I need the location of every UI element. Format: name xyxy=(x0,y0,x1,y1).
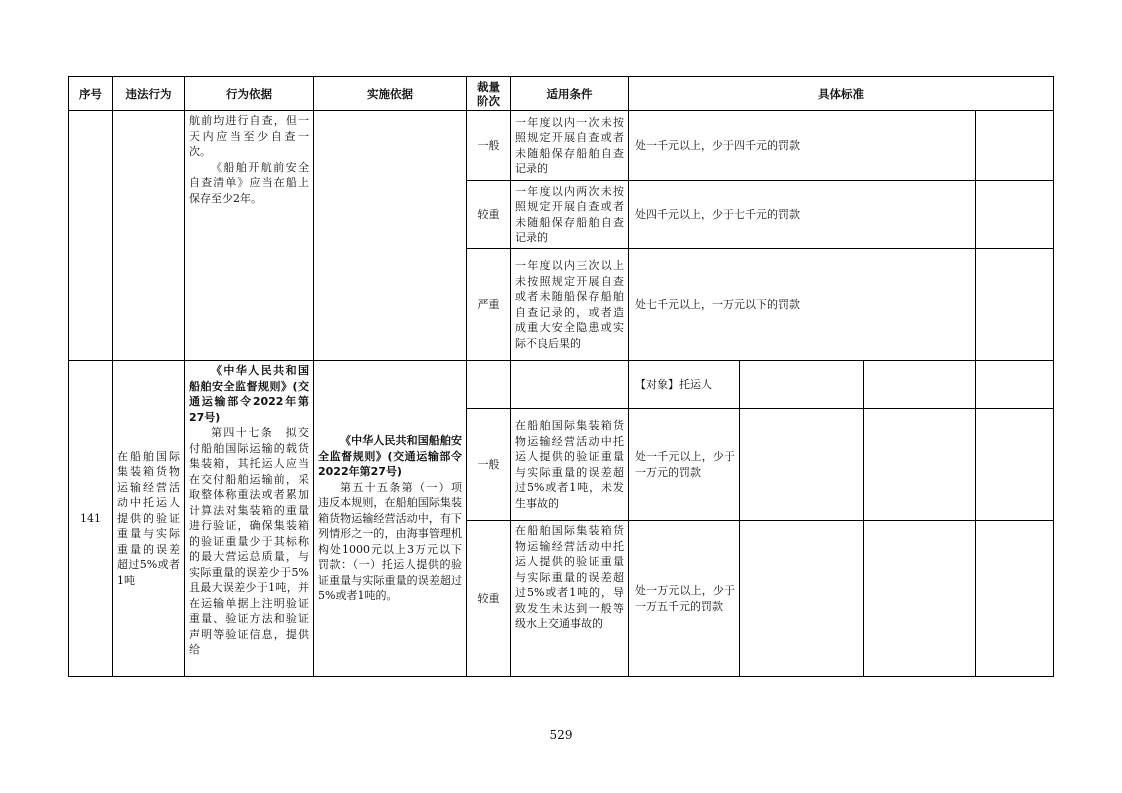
page-number: 529 xyxy=(549,728,573,742)
row141-condition-1: 在船舶国际集装箱货物运输经营活动中托运人提供的验证重量与实际重量的误差超过5%或者1吨，未发生事故的 xyxy=(511,409,629,521)
penalty-standards-table xyxy=(68,76,1054,677)
row141-condition-2: 在船舶国际集装箱货物运输经营活动中托运人提供的验证重量与实际重量的误差超过5%或者1吨的，导致发生未达到一般等级水上交通事故的 xyxy=(511,521,629,677)
row141-implementation-cell xyxy=(314,361,473,677)
header-condition: 适用条件 xyxy=(511,77,629,111)
row141-standard-2: 处一万元以上，少于一万五千元的罚款 xyxy=(629,521,740,677)
row141-level-1: 一般 xyxy=(467,409,511,521)
row141-violation: 在船舶国际集装箱货物运输经营活动中托运人提供的验证重量与实际重量的误差超过5%或者1吨 xyxy=(113,361,185,677)
row140-standard-3: 处七千元以上，一万元以下的罚款 xyxy=(629,249,976,361)
row141-impl-text: 第五十五条第（一）项 违反本规则，在船舶国际集装箱货物运输经营活动中，有下列情形之一的，由海事管理机构处1000元以上3万元以下罚款：（一）托运人提供的验证重量与实际重量的误差超过5%或者1吨的。 xyxy=(318,480,473,603)
row140-standard-2: 处四千元以上，少于七千元的罚款 xyxy=(629,181,976,249)
row141-level-2: 较重 xyxy=(467,521,511,677)
row141-basis-cell xyxy=(185,361,314,677)
row140-level-1: 一般 xyxy=(467,111,511,181)
table-row xyxy=(69,361,1054,409)
row140-condition-2: 一年度以内两次未按照规定开展自查或者未随船保存船舶自查记录的 xyxy=(511,181,629,249)
row140-level-2: 较重 xyxy=(467,181,511,249)
row140-standard-1: 处一千元以上，少于四千元的罚款 xyxy=(629,111,976,181)
row141-number: 141 xyxy=(69,361,113,677)
row140-basis-text: 航前均进行自查，但一天内应当至少自查一次。 xyxy=(189,114,309,158)
table-row xyxy=(69,111,1054,181)
header-basis: 行为依据 xyxy=(185,77,314,111)
row140-level-3: 严重 xyxy=(467,249,511,361)
header-violation: 违法行为 xyxy=(113,77,185,111)
row141-object: 【对象】托运人 xyxy=(629,361,740,409)
header-level: 裁量 阶次 xyxy=(467,77,511,111)
row141-standard-1: 处一千元以上，少于一万元的罚款 xyxy=(629,409,740,521)
header-standard: 具体标准 xyxy=(629,77,1054,111)
row140-basis-cell xyxy=(185,111,314,361)
row140-condition-3: 一年度以内三次以上未按照规定开展自查或者未随船保存船舶自查记录的，或者造成重大安全隐患或实际不良后果的 xyxy=(511,249,629,361)
row140-basis-text-2: 《船舶开航前安全自查清单》应当在船上保存至少2年。 xyxy=(189,160,309,205)
row141-impl-title: 《中华人民共和国船舶安全监督规则》(交通运输部令2022年第27号) xyxy=(318,434,462,479)
row141-basis-title: 《中华人民共和国船舶安全监督规则》(交通运输部令2022年第27号) xyxy=(189,364,309,424)
row141-basis-text: 第四十七条 拟交付船舶国际运输的载货集装箱，其托运人应当在交付船舶运输前，采取整体称重法或者累加计算法对集装箱的重量进行验证，确保集装箱的验证重量少于其标称的最大营运总质量，与实际重量的误差少于5%且最大误差少于1吨，并在运输单据上注明验证重量、验证方法和验证声明等验证信息，提供给 xyxy=(189,426,309,656)
header-number: 序号 xyxy=(69,77,113,111)
header-implementation: 实施依据 xyxy=(314,77,467,111)
row140-condition-1: 一年度以内一次未按照规定开展自查或者未随船保存船舶自查记录的 xyxy=(511,111,629,181)
table-header-row xyxy=(69,77,1054,111)
